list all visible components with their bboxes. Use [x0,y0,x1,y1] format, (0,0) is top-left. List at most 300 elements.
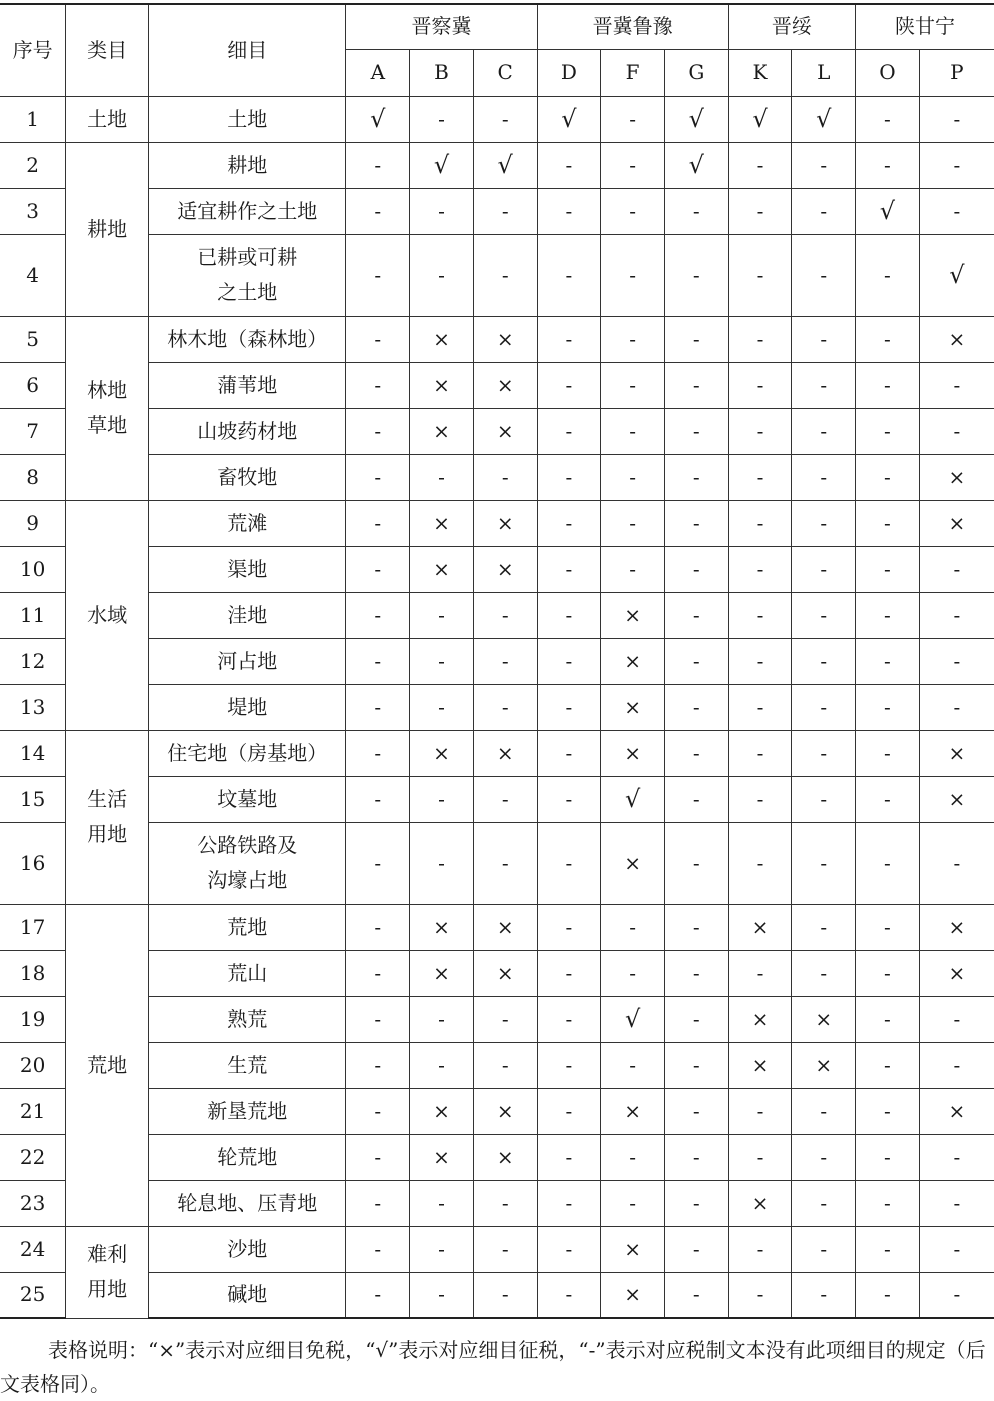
exempt-cross-mark: × [601,1272,665,1318]
no-rule-dash: - [664,592,728,638]
exempt-cross-mark: × [919,500,994,546]
no-rule-dash: - [728,1088,792,1134]
exempt-cross-mark: × [410,362,474,408]
table-row [0,996,994,1042]
row-detail: 河占地 [149,638,346,684]
no-rule-dash: - [410,454,474,500]
no-rule-dash: - [410,822,474,904]
row-detail: 荒地 [149,904,346,950]
no-rule-dash: - [856,1088,920,1134]
no-rule-dash: - [856,776,920,822]
no-rule-dash: - [410,96,474,142]
no-rule-dash: - [792,1226,856,1272]
no-rule-dash: - [792,142,856,188]
no-rule-dash: - [728,730,792,776]
no-rule-dash: - [537,1226,601,1272]
no-rule-dash: - [601,142,665,188]
row-seq: 3 [0,188,66,234]
header-region-jinsui: 晋绥 [728,4,855,49]
exempt-cross-mark: × [601,1226,665,1272]
exempt-cross-mark: × [473,904,537,950]
no-rule-dash: - [346,500,410,546]
no-rule-dash: - [601,96,665,142]
row-detail: 畜牧地 [149,454,346,500]
row-seq: 4 [0,234,66,316]
no-rule-dash: - [664,362,728,408]
no-rule-dash: - [856,316,920,362]
no-rule-dash: - [792,188,856,234]
no-rule-dash: - [537,408,601,454]
no-rule-dash: - [346,142,410,188]
row-seq: 14 [0,730,66,776]
exempt-cross-mark: × [792,996,856,1042]
no-rule-dash: - [537,1088,601,1134]
header-col-p: P [919,49,994,96]
no-rule-dash: - [792,730,856,776]
no-rule-dash: - [856,730,920,776]
no-rule-dash: - [792,1272,856,1318]
no-rule-dash: - [664,996,728,1042]
table-row [0,234,994,316]
exempt-cross-mark: × [919,454,994,500]
no-rule-dash: - [919,638,994,684]
no-rule-dash: - [664,822,728,904]
row-seq: 6 [0,362,66,408]
no-rule-dash: - [919,1272,994,1318]
no-rule-dash: - [346,362,410,408]
exempt-cross-mark: × [728,904,792,950]
no-rule-dash: - [601,546,665,592]
tax-check-mark: √ [856,188,920,234]
no-rule-dash: - [473,188,537,234]
tax-check-mark: √ [601,996,665,1042]
no-rule-dash: - [601,1134,665,1180]
exempt-cross-mark: × [728,1180,792,1226]
header-col-o: O [856,49,920,96]
no-rule-dash: - [410,996,474,1042]
no-rule-dash: - [410,188,474,234]
row-detail: 山坡药材地 [149,408,346,454]
no-rule-dash: - [792,1088,856,1134]
no-rule-dash: - [792,592,856,638]
no-rule-dash: - [537,1042,601,1088]
row-seq: 15 [0,776,66,822]
no-rule-dash: - [346,1272,410,1318]
no-rule-dash: - [346,1226,410,1272]
header-region-shaanganning: 陕甘宁 [856,4,994,49]
exempt-cross-mark: × [473,316,537,362]
no-rule-dash: - [664,1272,728,1318]
row-category: 荒地 [66,904,149,1226]
no-rule-dash: - [473,822,537,904]
exempt-cross-mark: × [473,362,537,408]
no-rule-dash: - [346,234,410,316]
exempt-cross-mark: × [473,1088,537,1134]
exempt-cross-mark: × [473,1134,537,1180]
no-rule-dash: - [664,684,728,730]
no-rule-dash: - [919,96,994,142]
tax-check-mark: √ [346,96,410,142]
no-rule-dash: - [728,950,792,996]
row-seq: 12 [0,638,66,684]
tax-check-mark: √ [728,96,792,142]
tax-check-mark: √ [601,776,665,822]
no-rule-dash: - [537,362,601,408]
no-rule-dash: - [856,684,920,730]
exempt-cross-mark: × [919,904,994,950]
table-row [0,188,994,234]
no-rule-dash: - [728,142,792,188]
no-rule-dash: - [537,950,601,996]
row-seq: 7 [0,408,66,454]
row-detail: 生荒 [149,1042,346,1088]
land-tax-table [0,3,994,1319]
table-row [0,408,994,454]
no-rule-dash: - [473,1226,537,1272]
row-detail: 熟荒 [149,996,346,1042]
exempt-cross-mark: × [728,1042,792,1088]
no-rule-dash: - [664,1088,728,1134]
no-rule-dash: - [601,500,665,546]
no-rule-dash: - [728,316,792,362]
row-seq: 11 [0,592,66,638]
row-seq: 21 [0,1088,66,1134]
table-row [0,1272,994,1318]
row-detail: 适宜耕作之土地 [149,188,346,234]
no-rule-dash: - [473,996,537,1042]
exempt-cross-mark: × [473,546,537,592]
no-rule-dash: - [410,776,474,822]
no-rule-dash: - [664,188,728,234]
no-rule-dash: - [664,316,728,362]
row-detail: 公路铁路及沟壕占地 [149,822,346,904]
row-seq: 22 [0,1134,66,1180]
exempt-cross-mark: × [473,408,537,454]
header-region-jinjiluyu: 晋冀鲁豫 [537,4,728,49]
no-rule-dash: - [410,1272,474,1318]
table-row [0,638,994,684]
no-rule-dash: - [792,316,856,362]
no-rule-dash: - [537,234,601,316]
exempt-cross-mark: × [919,730,994,776]
exempt-cross-mark: × [410,316,474,362]
row-detail: 洼地 [149,592,346,638]
no-rule-dash: - [728,408,792,454]
no-rule-dash: - [601,408,665,454]
no-rule-dash: - [346,776,410,822]
no-rule-dash: - [664,234,728,316]
exempt-cross-mark: × [601,730,665,776]
row-detail: 土地 [149,96,346,142]
table-row [0,822,994,904]
no-rule-dash: - [473,592,537,638]
no-rule-dash: - [537,730,601,776]
no-rule-dash: - [792,822,856,904]
no-rule-dash: - [410,234,474,316]
table-row [0,96,994,142]
exempt-cross-mark: × [601,684,665,730]
no-rule-dash: - [792,408,856,454]
table-row [0,500,994,546]
header-col-l: L [792,49,856,96]
no-rule-dash: - [856,904,920,950]
no-rule-dash: - [728,638,792,684]
row-seq: 25 [0,1272,66,1318]
table-row [0,684,994,730]
header-col-g: G [664,49,728,96]
no-rule-dash: - [919,546,994,592]
no-rule-dash: - [473,1042,537,1088]
no-rule-dash: - [792,1134,856,1180]
row-seq: 16 [0,822,66,904]
no-rule-dash: - [664,408,728,454]
no-rule-dash: - [346,638,410,684]
row-category: 林地草地 [66,316,149,500]
no-rule-dash: - [346,546,410,592]
no-rule-dash: - [728,1272,792,1318]
table-body [0,96,994,1318]
no-rule-dash: - [856,362,920,408]
no-rule-dash: - [919,408,994,454]
no-rule-dash: - [919,1226,994,1272]
no-rule-dash: - [856,96,920,142]
no-rule-dash: - [919,188,994,234]
exempt-cross-mark: × [601,638,665,684]
header-col-b: B [410,49,474,96]
row-category: 难利用地 [66,1226,149,1318]
no-rule-dash: - [856,1226,920,1272]
header-category: 类目 [66,4,149,96]
row-detail: 新垦荒地 [149,1088,346,1134]
row-detail: 坟墓地 [149,776,346,822]
row-seq: 5 [0,316,66,362]
no-rule-dash: - [537,638,601,684]
no-rule-dash: - [856,1272,920,1318]
exempt-cross-mark: × [410,1134,474,1180]
row-detail: 渠地 [149,546,346,592]
no-rule-dash: - [856,1134,920,1180]
no-rule-dash: - [919,142,994,188]
no-rule-dash: - [346,592,410,638]
row-detail: 荒山 [149,950,346,996]
no-rule-dash: - [919,592,994,638]
row-detail: 碱地 [149,1272,346,1318]
no-rule-dash: - [537,316,601,362]
no-rule-dash: - [856,1042,920,1088]
no-rule-dash: - [919,362,994,408]
no-rule-dash: - [346,188,410,234]
table-row [0,454,994,500]
exempt-cross-mark: × [410,904,474,950]
no-rule-dash: - [537,822,601,904]
exempt-cross-mark: × [410,546,474,592]
no-rule-dash: - [346,1088,410,1134]
row-detail: 轮息地、压青地 [149,1180,346,1226]
no-rule-dash: - [792,454,856,500]
no-rule-dash: - [792,950,856,996]
exempt-cross-mark: × [919,1088,994,1134]
no-rule-dash: - [664,1180,728,1226]
no-rule-dash: - [537,1134,601,1180]
no-rule-dash: - [728,234,792,316]
no-rule-dash: - [346,822,410,904]
header-col-c: C [473,49,537,96]
no-rule-dash: - [346,730,410,776]
no-rule-dash: - [664,1042,728,1088]
table-row [0,1226,994,1272]
tax-check-mark: √ [664,142,728,188]
no-rule-dash: - [410,1226,474,1272]
no-rule-dash: - [537,904,601,950]
header-col-k: K [728,49,792,96]
no-rule-dash: - [856,546,920,592]
no-rule-dash: - [728,1226,792,1272]
row-detail: 轮荒地 [149,1134,346,1180]
no-rule-dash: - [792,776,856,822]
no-rule-dash: - [537,1180,601,1226]
no-rule-dash: - [473,1180,537,1226]
row-detail: 蒲苇地 [149,362,346,408]
exempt-cross-mark: × [919,316,994,362]
table-row [0,1042,994,1088]
no-rule-dash: - [346,316,410,362]
row-detail: 堤地 [149,684,346,730]
no-rule-dash: - [856,822,920,904]
row-seq: 18 [0,950,66,996]
exempt-cross-mark: × [601,1088,665,1134]
no-rule-dash: - [856,234,920,316]
exempt-cross-mark: × [473,730,537,776]
no-rule-dash: - [346,1042,410,1088]
row-seq: 10 [0,546,66,592]
header-seq: 序号 [0,4,66,96]
no-rule-dash: - [664,454,728,500]
no-rule-dash: - [792,500,856,546]
no-rule-dash: - [410,638,474,684]
table-row [0,1180,994,1226]
no-rule-dash: - [919,684,994,730]
no-rule-dash: - [792,234,856,316]
no-rule-dash: - [856,408,920,454]
row-category: 土地 [66,96,149,142]
tax-check-mark: √ [473,142,537,188]
no-rule-dash: - [537,546,601,592]
row-seq: 20 [0,1042,66,1088]
table-note: 表格说明：“×”表示对应细目免税，“√”表示对应细目征税，“-”表示对应税制文本没有此项细目的规定（后文表格同）。 [0,1338,986,1396]
header-region-jinchaji: 晋察冀 [346,4,537,49]
no-rule-dash: - [473,454,537,500]
no-rule-dash: - [601,454,665,500]
no-rule-dash: - [728,188,792,234]
no-rule-dash: - [537,684,601,730]
no-rule-dash: - [728,822,792,904]
table-row [0,362,994,408]
tax-check-mark: √ [919,234,994,316]
no-rule-dash: - [856,142,920,188]
no-rule-dash: - [537,776,601,822]
row-seq: 23 [0,1180,66,1226]
header-detail: 细目 [149,4,346,96]
tax-check-mark: √ [664,96,728,142]
table-row [0,1134,994,1180]
no-rule-dash: - [473,96,537,142]
table-row [0,592,994,638]
row-category: 耕地 [66,142,149,316]
no-rule-dash: - [410,592,474,638]
no-rule-dash: - [537,996,601,1042]
table-row [0,316,994,362]
no-rule-dash: - [856,1180,920,1226]
no-rule-dash: - [601,316,665,362]
no-rule-dash: - [410,1042,474,1088]
tax-check-mark: √ [792,96,856,142]
no-rule-dash: - [601,1042,665,1088]
exempt-cross-mark: × [410,1088,474,1134]
no-rule-dash: - [346,1134,410,1180]
no-rule-dash: - [728,1134,792,1180]
row-detail: 林木地（森林地） [149,316,346,362]
no-rule-dash: - [664,1226,728,1272]
no-rule-dash: - [601,950,665,996]
header-col-f: F [601,49,665,96]
no-rule-dash: - [537,188,601,234]
no-rule-dash: - [728,684,792,730]
no-rule-dash: - [346,408,410,454]
exempt-cross-mark: × [410,500,474,546]
exempt-cross-mark: × [601,822,665,904]
no-rule-dash: - [601,362,665,408]
row-detail: 已耕或可耕之土地 [149,234,346,316]
tax-check-mark: √ [410,142,474,188]
no-rule-dash: - [601,904,665,950]
no-rule-dash: - [410,684,474,730]
no-rule-dash: - [919,996,994,1042]
exempt-cross-mark: × [410,408,474,454]
no-rule-dash: - [473,776,537,822]
exempt-cross-mark: × [919,776,994,822]
no-rule-dash: - [792,546,856,592]
no-rule-dash: - [856,454,920,500]
table-row [0,904,994,950]
no-rule-dash: - [664,730,728,776]
row-detail: 沙地 [149,1226,346,1272]
no-rule-dash: - [346,454,410,500]
no-rule-dash: - [346,904,410,950]
table-row [0,1088,994,1134]
no-rule-dash: - [664,904,728,950]
row-seq: 9 [0,500,66,546]
row-category: 水域 [66,500,149,730]
row-seq: 24 [0,1226,66,1272]
no-rule-dash: - [664,1134,728,1180]
no-rule-dash: - [728,546,792,592]
tax-check-mark: √ [537,96,601,142]
no-rule-dash: - [601,188,665,234]
row-category: 生活用地 [66,730,149,904]
table-row [0,142,994,188]
exempt-cross-mark: × [410,950,474,996]
no-rule-dash: - [410,1180,474,1226]
no-rule-dash: - [919,1134,994,1180]
exempt-cross-mark: × [473,500,537,546]
table-row [0,950,994,996]
no-rule-dash: - [919,822,994,904]
row-seq: 1 [0,96,66,142]
no-rule-dash: - [473,1272,537,1318]
exempt-cross-mark: × [728,996,792,1042]
no-rule-dash: - [856,500,920,546]
no-rule-dash: - [346,950,410,996]
